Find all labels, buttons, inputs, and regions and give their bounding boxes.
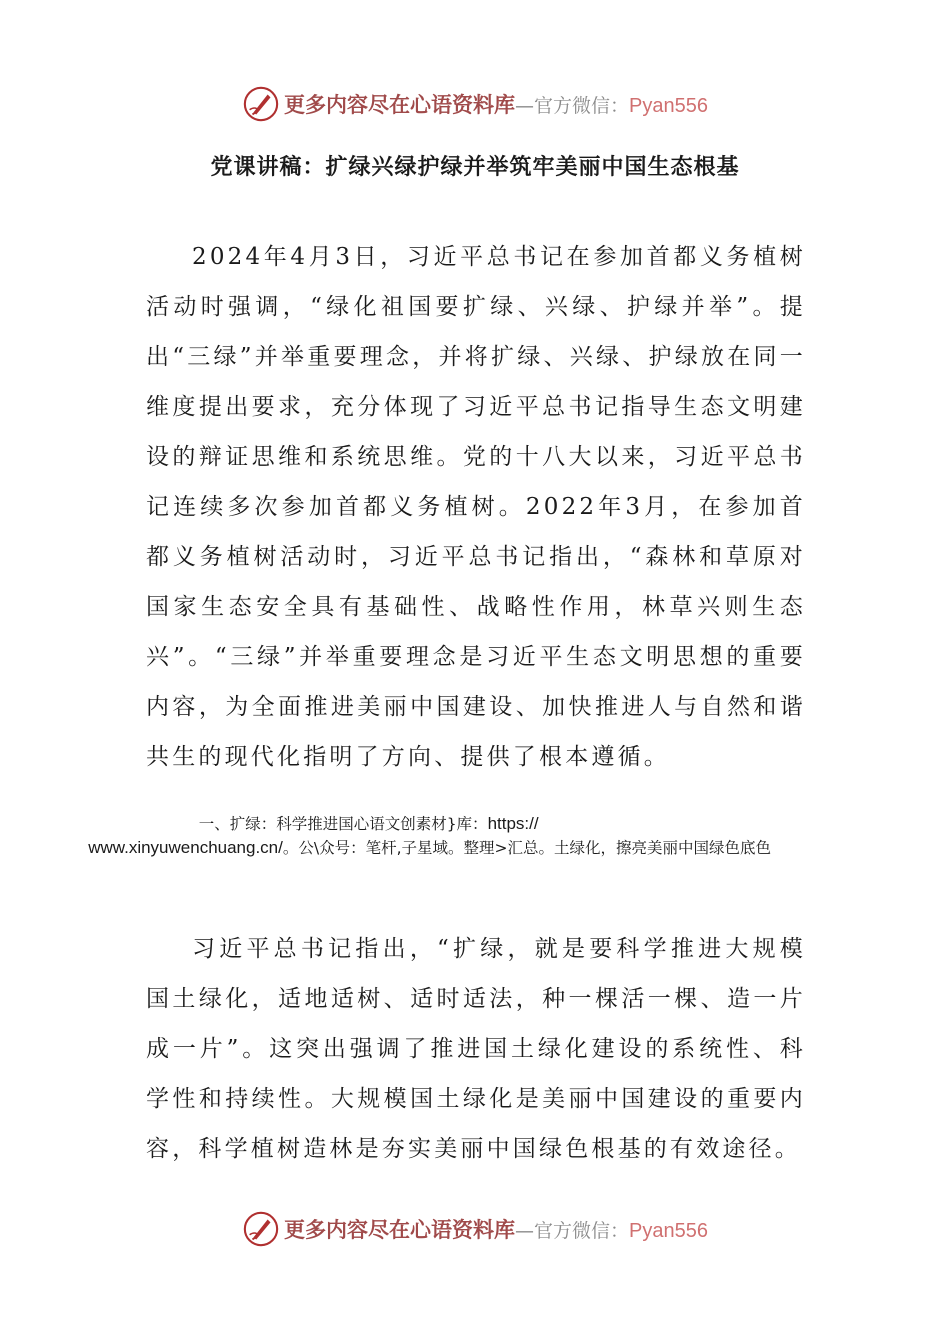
heading-url-part-2: www.xinyuwenchuang.cn/	[88, 838, 283, 857]
footer-watermark-banner	[0, 1209, 950, 1249]
banner-sub-text: —官方微信：Pyan556	[515, 1219, 708, 1242]
banner-wechat-id: Pyan556	[629, 94, 708, 117]
quill-logo-icon	[242, 85, 280, 123]
banner-main-text: 更多内容尽在心语资料库	[284, 92, 515, 117]
banner-main-text: 更多内容尽在心语资料库	[284, 1217, 515, 1242]
banner-wechat-id: Pyan556	[629, 1219, 708, 1242]
body-paragraph-1: 2024年4月3日，习近平总书记在参加首都义务植树活动时强调，“绿化祖国要扩绿、兴绿、护绿并举”。提出“三绿”并举重要理念，并将扩绿、兴绿、护绿放在同一维度提出要求，充分体现了习近平总书记指导生态文明建设的辩证思维和系统思维。党的十八大以来，习近平总书记连续多次参加首都义务植树。2022年3月，在参加首都义务植树活动时，习近平总书记指出，“森林和草原对国家生态安全具有基础性、战略性作用，林草兴则生态兴”。“三绿”并举重要理念是习近平生态文明思想的重要内容，为全面推进美丽中国建设、加快推进人与自然和谐共生的现代化指明了方向、提供了根本遵循。	[146, 244, 806, 770]
body-paragraph-2: 习近平总书记指出，“扩绿，就是要科学推进大规模国土绿化，适地适树、适时适法，种一棵活一棵、造一片成一片”。这突出强调了推进国土绿化建设的系统性、科学性和持续性。大规模国土绿化是美丽中国建设的重要内容，科学植树造林是夯实美丽中国绿色根基的有效途径。	[146, 936, 806, 1162]
banner-sub-text: —官方微信：Pyan556	[515, 94, 708, 117]
heading-url-part-1: https://	[487, 814, 539, 833]
quill-logo-icon	[242, 1210, 280, 1248]
document-title: 党课讲稿：扩绿兴绿护绿并举筑牢美丽中国生态根基	[210, 155, 740, 180]
header-watermark-banner	[0, 84, 950, 124]
section-heading-1: 一、扩绿：科学推进国心语文创素材}库：https:// www.xinyuwenchuang.cn/。公\众号：笔杆,子星域。整理>汇总。土绿化，擦亮美丽中国绿色底色	[88, 814, 772, 857]
